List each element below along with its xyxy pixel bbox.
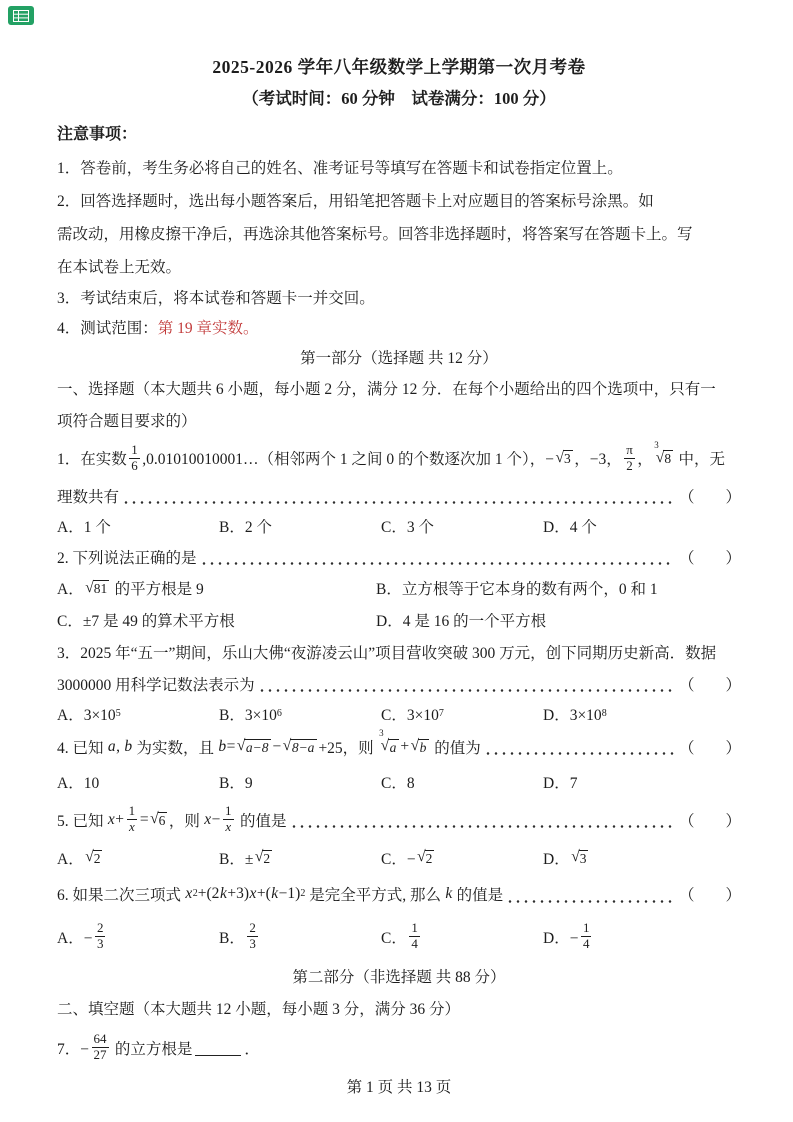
notice-item-2-line-1: 2．回答选择题时，选出每小题答案后，用铅笔把答题卡上对应题目的答案标号涂黑。如 (57, 192, 654, 210)
option-cell: A．10 (57, 774, 100, 792)
question-2-options-row-1 (57, 572, 741, 604)
part-1-heading: 第一部分（选择题 共 12 分） (300, 350, 498, 367)
question-6-stem: 6. 如果二次三项式 x 2 +(2 k +3) x +( k −1) 2 是完全平方式, 那么 k 的值是 （ ） (57, 885, 741, 904)
spreadsheet-grid-icon (8, 6, 34, 25)
question-4-options (57, 764, 741, 799)
option-cell: C．− √ 2 (381, 848, 433, 868)
option-cell: B．9 (219, 774, 253, 792)
question-5-options (57, 840, 741, 875)
notice-item-1: 1．答卷前，考生务必将自己的姓名、准考证号等填写在答题卡和试卷指定位置上。 (57, 159, 623, 177)
notice-heading: 注意事项： (57, 125, 138, 143)
option-cell: A．1 个 (57, 519, 111, 536)
exam-title: 2025-2026 学年八年级数学上学期第一次月考卷 (212, 56, 586, 77)
exam-subtitle: （考试时间：60 分钟 试卷满分：100 分） (242, 89, 556, 108)
option-cell: C． $\frac{1}{4}$ (381, 920, 418, 951)
option-cell: A． √ 2 (57, 848, 101, 868)
part-1-intro-line-1: 一、选择题（本大题共 6 小题，每小题 2 分，满分 12 分．在每个小题给出的四个选项中，只有一 (57, 381, 716, 398)
option-cell: A． √ 81 的平方根是 9 (57, 578, 204, 598)
option-cell: C．3×10 7 (381, 707, 444, 724)
option-cell: B．立方根等于它本身的数有两个，0 和 1 (376, 581, 658, 598)
option-cell: D．− $\frac{1}{4}$ (543, 920, 590, 951)
option-cell: B．± √ 2 (219, 848, 271, 868)
question-1-stem-line-1: 1．在实数 $\frac{1}{6}$ ,0.01010010001…（相邻两个 1 之间 0 的个数逐次加 1 个），− √ 3 ，−3， $\frac{\pi}{2}$ ， $^3$ √ 8 中，无 (57, 439, 725, 473)
page-footer: 第 1 页 共 13 页 (346, 1079, 452, 1096)
option-cell: B．2 个 (219, 519, 272, 536)
option-cell: B． $\frac{2}{3}$ (219, 920, 256, 951)
question-2-stem: 2. 下列说法正确的是 （ ） (57, 549, 741, 567)
option-cell: D．3×10 8 (543, 707, 607, 724)
option-cell: B．3×10 6 (219, 707, 282, 724)
question-5-stem: 5. 已知 x + $\frac{1}{x}$ = √ 6 ，则 x − $\frac{1}{x}$ 的值是 （ ） (57, 803, 741, 834)
question-4-stem: 4. 已知 a , b 为实数，且 b = √ a−8 − √ 8−a +25，则 $^3$ √ a + √ b 的值为 （ ） (57, 728, 741, 757)
option-cell: C．3 个 (381, 519, 434, 536)
question-7-stem: 7．− $\frac{64}{27}$ 的立方根是 ． (57, 1031, 260, 1062)
part-2-heading: 第二部分（非选择题 共 88 分） (292, 968, 506, 986)
question-1-options (57, 511, 741, 541)
option-cell: C．8 (381, 774, 415, 792)
question-3-stem-line-2: 3000000 用科学记数法表示为 （ ） (57, 676, 741, 694)
option-cell: D．4 个 (543, 519, 597, 536)
question-1-stem-line-2: 理数共有 （ ） (57, 488, 741, 506)
part-2-intro: 二、填空题（本大题共 12 小题，每小题 3 分，满分 36 分） (57, 1001, 461, 1018)
notice-item-2-line-3: 在本试卷上无效。 (57, 258, 182, 276)
notice-item-2-line-2: 需改动，用橡皮擦干净后，再选涂其他答案标号。回答非选择题时，将答案写在答题卡上。写 (57, 225, 693, 243)
question-2-options-row-2 (57, 604, 741, 636)
part-1-intro-line-2: 项符合题目要求的） (57, 413, 197, 430)
question-6-options (57, 913, 741, 960)
option-cell: D． √ 3 (543, 848, 587, 868)
answer-blank (195, 1055, 241, 1056)
notice-item-4: 4．测试范围： 第 19 章实数。 (57, 320, 259, 337)
option-cell: C．±7 是 49 的算术平方根 (57, 613, 235, 630)
option-cell: A．− $\frac{2}{3}$ (57, 920, 104, 951)
option-cell: D．4 是 16 的一个平方根 (376, 613, 547, 630)
option-cell: D．7 (543, 774, 578, 792)
question-3-options (57, 699, 741, 729)
option-cell: A．3×10 5 (57, 707, 121, 724)
notice-item-3: 3．考试结束后，将本试卷和答题卡一并交回。 (57, 290, 375, 307)
question-3-stem-line-1: 3．2025 年“五一”期间，乐山大佛“夜游凌云山”项目营收突破 300 万元，创下同期历史新高．数据 (57, 645, 717, 662)
